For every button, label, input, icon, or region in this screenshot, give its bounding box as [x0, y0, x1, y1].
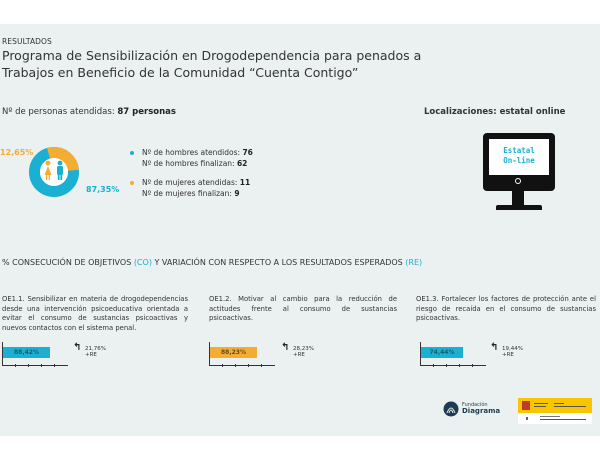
fundacion-label: Fundación — [462, 402, 488, 408]
objective-1-bar: 88,42% — [3, 347, 50, 358]
co-label: (CO) — [133, 258, 152, 267]
objective-3-text: OE1.3. Fortalecer los factores de protección ante el riesgo de recaída en el consumo de sustancias psicoactivas. — [416, 295, 596, 323]
persons-attended — [2, 107, 176, 117]
objectives-section-heading — [2, 258, 422, 267]
monitor-text-line1: Estatal — [503, 146, 535, 155]
fundacion-diagrama-emblem-icon — [443, 401, 459, 417]
objective-3-arrow-icon: ↰ — [490, 342, 499, 353]
objective-3-bar: 74,44% — [421, 347, 463, 358]
objective-2-bar: 88,23% — [210, 347, 257, 358]
women-attended-label: Nº de mujeres atendidas: — [142, 178, 240, 187]
government-logo-banner — [518, 398, 592, 413]
section-kicker: RESULTADOS — [2, 37, 52, 46]
women-attended-value: 11 — [239, 178, 251, 187]
monitor-base — [496, 205, 542, 210]
objective-3-delta — [502, 346, 523, 358]
women-legend-dot — [130, 181, 134, 185]
objective-1-delta-label: +RE — [85, 352, 97, 358]
objective-1-axis-x — [2, 365, 68, 366]
monitor-stand — [512, 191, 524, 206]
re-label: (RE) — [405, 258, 423, 267]
heading-middle: Y VARIACIÓN CON RESPECTO A LOS RESULTADOS ESPERADOS — [151, 258, 406, 267]
location-label: Localizaciones: estatal online — [424, 107, 566, 117]
men-finish-value: 62 — [236, 159, 248, 168]
women-finish-label: Nº de mujeres finalizan: — [142, 189, 235, 198]
government-logo — [518, 398, 592, 424]
men-attended-label: Nº de hombres atendidos: — [142, 148, 243, 157]
objective-1-delta — [85, 346, 106, 358]
men-legend — [142, 147, 253, 169]
persons-value: 87 personas — [117, 107, 176, 117]
men-attended-value: 76 — [242, 148, 253, 157]
page-title: Programa de Sensibilización en Drogodependencia para penados a Trabajos en Beneficio de la Comunidad “Cuenta Contigo” — [2, 48, 422, 80]
objective-1-arrow-icon: ↰ — [73, 342, 82, 353]
heading-prefix: % CONSECUCIÓN DE OBJETIVOS — [2, 258, 134, 267]
objective-3-delta-value: 19,44% — [502, 346, 523, 352]
men-finish-label: Nº de hombres finalizan: — [142, 159, 237, 168]
women-finish-value: 9 — [234, 189, 240, 198]
monitor-icon — [483, 133, 555, 191]
women-legend — [142, 177, 250, 199]
objective-2-text: OE1.2. Motivar al cambio para la reducción de actitudes frente al consumo de sustancias psicoactivas. — [209, 295, 397, 323]
objective-2-delta-label: +RE — [293, 352, 305, 358]
objective-3-axis-x — [420, 365, 486, 366]
objective-1-text: OE1.1. Sensibilizar en materia de drogodependencias desde una intervención psicoeducativa orientada a evitar el consumo de sustancias psicoactivas y nuevos contactos con el sistema penal. — [2, 295, 188, 332]
objective-1-delta-value: 21,76% — [85, 346, 106, 352]
objective-2-delta-value: 28,23% — [293, 346, 314, 352]
monitor-screen — [489, 139, 549, 175]
objective-2-delta — [293, 346, 314, 358]
monitor-text-line2: On-line — [503, 156, 535, 165]
diagrama-label: Diagrama — [462, 407, 501, 415]
women-percentage: 12,65% — [0, 148, 34, 157]
men-legend-dot — [130, 151, 134, 155]
objective-2-axis-x — [209, 365, 275, 366]
men-percentage: 87,35% — [86, 185, 120, 194]
gender-donut-chart — [28, 146, 80, 198]
monitor-power-button — [515, 178, 521, 184]
coat-of-arms-icon — [522, 401, 530, 410]
objective-2-arrow-icon: ↰ — [281, 342, 290, 353]
results-panel — [0, 24, 600, 436]
objective-3-delta-label: +RE — [502, 352, 514, 358]
persons-label: Nº de personas atendidas: — [2, 107, 118, 117]
